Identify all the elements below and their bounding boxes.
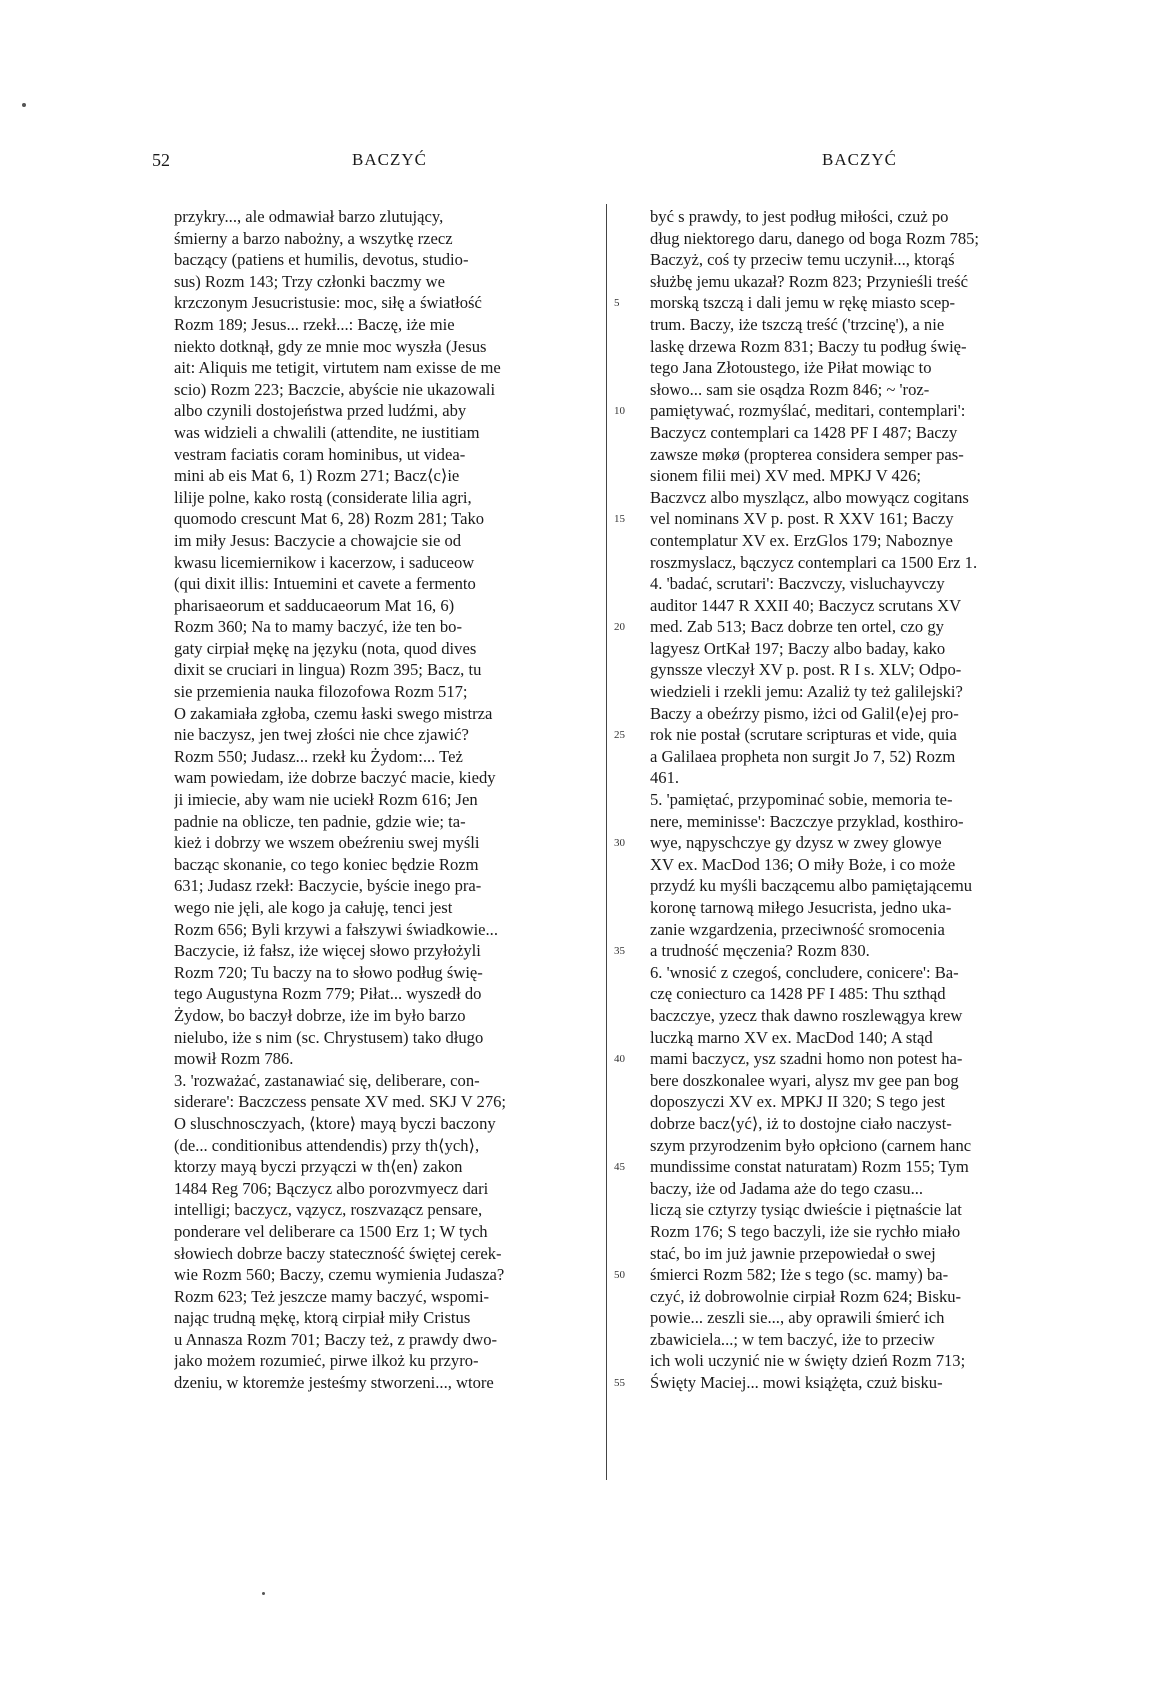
text-line: XV ex. MacDod 136; O miły Boże, i co może — [650, 854, 956, 874]
text-line: wie Rozm 560; Baczy, czemu wymienia Judasza? — [174, 1265, 505, 1285]
text-line: Rozm 189; Jesus... rzekł...: Baczę, iże mie — [174, 314, 455, 334]
line-number: 30 — [614, 837, 625, 850]
text-line: was widzieli a chwalili (attendite, ne iustitiam — [174, 422, 480, 442]
text-line: Baczvcz albo myszlącz, albo mowyącz cogitans — [650, 487, 969, 507]
text-line: Rozm 360; Na to mamy baczyć, iże ten bo- — [174, 617, 462, 637]
text-line: O sluschnosczyach, ⟨ktore⟩ mayą byczi baczony — [174, 1113, 496, 1133]
text-line: 631; Judasz rzekł: Baczycie, byście inego pra- — [174, 876, 482, 896]
text-line: trum. Baczy, iże tszczą treść ('trzcinę'), a nie — [650, 314, 945, 334]
text-line: auditor 1447 R XXII 40; Baczycz scrutans XV — [650, 595, 962, 615]
text-line: Żydow, bo baczył dobrze, iże im było barzo — [174, 1005, 466, 1025]
line-number: 40 — [614, 1053, 625, 1066]
text-line: Rozm 176; S tego baczyli, iże sie rychło miało — [650, 1221, 961, 1241]
text-line: albo czynili dostojeństwa przed ludźmi, aby — [174, 401, 467, 421]
text-line: 461. — [650, 768, 680, 788]
text-line: tego Jana Złotoustego, iże Piłat mowiąc to — [650, 358, 932, 378]
text-line: ponderare vel deliberare ca 1500 Erz 1; W tych — [174, 1221, 488, 1241]
text-line: Rozm 623; Też jeszcze mamy baczyć, wspomi- — [174, 1286, 490, 1306]
scan-speck — [22, 103, 26, 107]
text-line: intelligi; baczycz, vązycz, roszvazącz pensare, — [174, 1200, 483, 1220]
text-line: sus) Rozm 143; Trzy członki baczmy we — [174, 271, 445, 291]
text-line: vel nominans XV p. post. R XXV 161; Baczy — [650, 509, 954, 529]
text-line: służbę jemu ukazał? Rozm 823; Przynieśli treść — [650, 271, 968, 291]
text-line: Baczycie, iż fałsz, iże więcej słowo przyłożyli — [174, 941, 481, 961]
text-line: śmierny a barzo nabożny, a wszytkę rzecz — [174, 228, 453, 248]
text-line: dixit se cruciari in lingua) Rozm 395; Bacz, tu — [174, 660, 482, 680]
text-line: Baczycz contemplari ca 1428 PF I 487; Baczy — [650, 422, 958, 442]
text-line: lilije polne, kako rostą (considerate lilia agri, — [174, 487, 472, 507]
text-line: zbawiciela...; w tem baczyć, iże to przeciw — [650, 1329, 935, 1349]
text-line: bacząc skonanie, co tego koniec będzie Rozm — [174, 854, 479, 874]
scan-speck — [262, 1592, 265, 1595]
text-line: być s prawdy, to jest podług miłości, czuż po — [650, 207, 949, 226]
text-line: niekto dotknął, gdy ze mnie moc wyszła (Jesus — [174, 336, 487, 356]
line-number: 55 — [614, 1377, 625, 1390]
text-line: contemplatur XV ex. ErzGlos 179; Naboznye — [650, 530, 953, 550]
text-line: kież i dobrzy we wszem obeźreniu swej myśli — [174, 833, 480, 853]
line-number: 15 — [614, 513, 625, 526]
text-line: zawsze møkø (propterea considera semper pas- — [650, 444, 964, 464]
text-line: med. Zab 513; Bacz dobrze ten ortel, czo gy — [650, 617, 944, 637]
running-head-right: BACZYĆ — [822, 150, 897, 169]
text-line: czę coniecturo ca 1428 PF I 485: Thu szthąd — [650, 984, 946, 1004]
text-line: czyć, iż dobrowolnie cirpiał Rozm 624; Bisku- — [650, 1286, 962, 1306]
left-column — [174, 206, 608, 1394]
text-line: baczący (patiens et humilis, devotus, studio- — [174, 250, 469, 270]
text-line: pamiętywać, rozmyślać, meditari, contemplari': — [650, 401, 966, 421]
text-line: wam powiedam, iże dobrze baczyć macie, kiedy — [174, 768, 496, 788]
text-line: mowił Rozm 786. — [174, 1049, 294, 1069]
line-number: 10 — [614, 405, 625, 418]
text-line: a trudność męczenia? Rozm 830. — [650, 941, 870, 961]
text-line: nając trudną mękę, ktorą cirpiał miły Cristus — [174, 1308, 471, 1328]
text-line: sie przemienia nauka filozofowa Rozm 517; — [174, 682, 468, 702]
text-line: luczką marno XV ex. MacDod 140; A stąd — [650, 1027, 933, 1047]
text-line: bere doszkonalee wyari, alysz mv gee pan bog — [650, 1070, 959, 1090]
text-line: 6. 'wnosić z czegoś, concludere, conicere': Ba- — [650, 962, 959, 982]
line-number: 25 — [614, 729, 625, 742]
text-line: powie... zeszli sie..., aby oprawili śmierć ich — [650, 1308, 945, 1328]
text-line: Baczy a obeźrzy pismo, iżci od Galil⟨e⟩ej pro- — [650, 703, 959, 723]
text-line: krzczonym Jesucristusie: moc, siłę a światłość — [174, 293, 482, 313]
text-line: dług niektorego daru, danego od boga Rozm 785; — [650, 228, 980, 248]
text-line: 3. 'rozważać, zastanawiać się, deliberare, con- — [174, 1070, 480, 1090]
text-line: mundissime constat naturatam) Rozm 155; Tym — [650, 1157, 969, 1177]
text-line: (de... conditionibus attendendis) przy th⟨ych⟩, — [174, 1135, 480, 1155]
text-line: pharisaeorum et sadducaeorum Mat 16, 6) — [174, 595, 455, 615]
text-line: im miły Jesus: Baczycie a chowajcie sie od — [174, 530, 462, 550]
text-line: gynssze vleczył XV p. post. R I s. XLV; Odpo- — [650, 660, 962, 680]
text-line: 1484 Reg 706; Bączycz albo porozvmyecz dari — [174, 1178, 489, 1198]
text-line: słowiech dobrze baczy stateczność świętej cerek- — [174, 1243, 502, 1263]
text-line: doposzyczi XV ex. MPKJ II 320; S tego jest — [650, 1092, 946, 1112]
text-line: nielubo, iże s nim (sc. Chrystusem) tako długo — [174, 1027, 484, 1047]
text-line: u Annasza Rozm 701; Baczy też, z prawdy dwo- — [174, 1329, 498, 1349]
text-line: śmierci Rozm 582; Iże s tego (sc. mamy) ba- — [650, 1265, 949, 1285]
text-line: ait: Aliquis me tetigit, virtutem nam exisse de me — [174, 358, 501, 378]
text-line: ich woli uczynić nie w święty dzień Rozm 713; — [650, 1351, 966, 1371]
line-number: 5 — [614, 297, 620, 310]
text-line: Rozm 550; Judasz... rzekł ku Żydom:... Też — [174, 746, 463, 766]
text-line: lagyesz OrtKał 197; Baczy albo baday, kako — [650, 638, 946, 658]
column-divider — [606, 204, 607, 1480]
text-line: nere, meminisse': Baczczye przyklad, kosthiro- — [650, 811, 964, 831]
line-number: 45 — [614, 1161, 625, 1174]
text-line: Rozm 720; Tu baczy na to słowo podług świę- — [174, 962, 483, 982]
text-line: (qui dixit illis: Intuemini et cavete a fermento — [174, 574, 476, 594]
text-line: baczy, iże od Jadama aże do tego czasu... — [650, 1178, 924, 1198]
text-line: scio) Rozm 223; Baczcie, abyście nie ukazowali — [174, 379, 496, 399]
running-head-left: BACZYĆ — [352, 150, 427, 169]
text-line: ji imiecie, aby wam nie uciekł Rozm 616; Jen — [174, 790, 478, 810]
text-line: vestram faciatis coram hominibus, ut videa- — [174, 444, 466, 464]
text-line: przydź ku myśli baczącemu albo pamiętającemu — [650, 876, 973, 896]
line-number: 50 — [614, 1269, 625, 1282]
text-line: padnie na oblicze, ten padnie, gdzie wie; ta- — [174, 811, 466, 831]
text-line: wye, nąpyschczye gy dzysz w zwey glowye — [650, 833, 942, 853]
text-line: quomodo crescunt Mat 6, 28) Rozm 281; Tako — [174, 509, 485, 529]
text-line: koronę tarnową miłego Jesucrista, jedno uka- — [650, 898, 952, 917]
text-line: zanie wzgardzenia, przeciwność sromocenia — [650, 919, 945, 939]
text-line: przykry..., ale odmawiał barzo zlutujący, — [174, 207, 444, 226]
line-number: 20 — [614, 621, 625, 634]
text-line: słowo... sam sie osądza Rozm 846; ~ 'roz- — [650, 379, 930, 399]
text-line: liczą sie cztyrzy tysiąc dwieście i piętnaście lat — [650, 1200, 962, 1220]
text-line: jako możem rozumieć, pirwe ilkoż ku przyro- — [174, 1351, 479, 1371]
text-line: roszmyslacz, bączycz contemplari ca 1500 Erz 1. — [650, 552, 978, 572]
text-line: ktorzy mayą byczi przyączi w th⟨en⟩ zakon — [174, 1157, 463, 1177]
text-line: Święty Maciej... mowi książęta, czuż bisku- — [650, 1373, 943, 1393]
text-line: Rozm 656; Byli krzywi a fałszywi świadkowie... — [174, 919, 498, 939]
text-line: dobrze bacz⟨yć⟩, iż to dostojne ciało naczyst- — [650, 1113, 952, 1133]
text-line: baczczye, yzecz thak dawno roszlewągya krew — [650, 1005, 963, 1025]
text-line: kwasu licemiernikow i kacerzow, i saduceow — [174, 552, 475, 572]
text-line: nie baczysz, jen twej złości nie chce zjawić? — [174, 725, 469, 745]
text-line: mami baczycz, ysz szadni homo non potest ha- — [650, 1049, 963, 1069]
text-line: Baczyż, coś ty przeciw temu uczynił..., ktorąś — [650, 250, 955, 270]
text-line: rok nie postał (scrutare scripturas et vide, quia — [650, 725, 957, 745]
text-line: wiedzieli i rzekli jemu: Azaliż ty też galilejski? — [650, 682, 963, 702]
text-line: wego nie jęli, ale kogo ja całuję, tenci jest — [174, 898, 453, 917]
line-number: 35 — [614, 945, 625, 958]
text-line: mini ab eis Mat 6, 1) Rozm 271; Bacz⟨c⟩ie — [174, 466, 460, 486]
text-line: O zakamiała zgłoba, czemu łaski swego mistrza — [174, 703, 493, 723]
page-number: 52 — [152, 150, 170, 170]
text-line: a Galilaea propheta non surgit Jo 7, 52) Rozm — [650, 746, 956, 766]
text-line: 5. 'pamiętać, przypominać sobie, memoria te- — [650, 790, 953, 810]
text-line: dzeniu, w ktoremże jesteśmy stworzeni..., wtore — [174, 1373, 494, 1393]
text-line: gaty cirpiał mękę na języku (nota, quod dives — [174, 638, 477, 658]
text-line: szym przyrodzenim było opłciono (carnem hanc — [650, 1135, 972, 1155]
right-column — [650, 206, 1084, 1394]
text-line: 4. 'badać, scrutari': Baczvczy, visluchayvczy — [650, 574, 945, 594]
text-line: siderare': Baczczess pensate XV med. SKJ V 276; — [174, 1092, 507, 1112]
text-line: morską tszczą i dali jemu w rękę miasto scep- — [650, 293, 956, 313]
text-line: laskę drzewa Rozm 831; Baczy tu podług świę- — [650, 336, 967, 356]
text-line: tego Augustyna Rozm 779; Piłat... wyszedł do — [174, 984, 482, 1004]
text-line: stać, bo im już jawnie przepowiedał o swej — [650, 1243, 936, 1263]
text-line: sionem filii mei) XV med. MPKJ V 426; — [650, 466, 922, 486]
